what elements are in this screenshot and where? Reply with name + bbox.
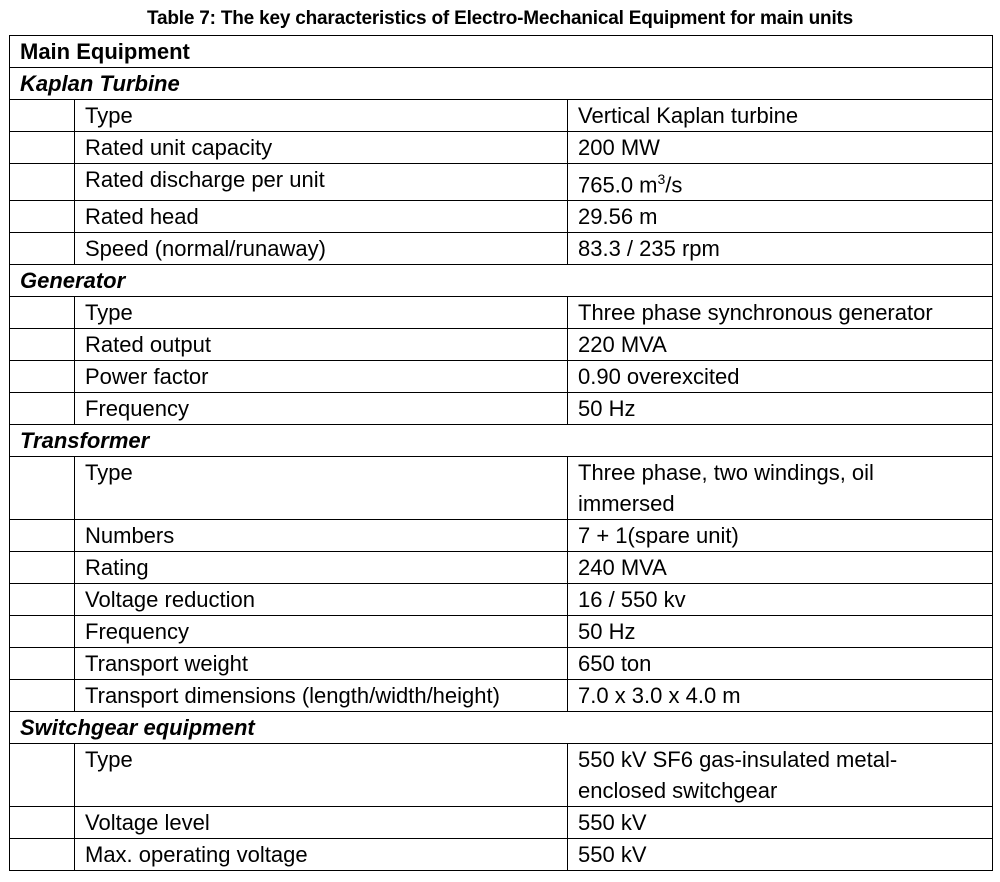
value-cell: 0.90 overexcited — [568, 361, 993, 393]
table-row — [10, 680, 993, 712]
value-cell — [568, 457, 993, 520]
value-cell: 550 kV — [568, 807, 993, 839]
indent-cell — [10, 329, 75, 361]
indent-cell — [10, 361, 75, 393]
value-main: 765.0 m — [578, 172, 658, 198]
value-cell: 83.3 / 235 rpm — [568, 233, 993, 265]
indent-cell — [10, 616, 75, 648]
table-caption: Table 7: The key characteristics of Electro-Mechanical Equipment for main units — [146, 8, 854, 29]
value-cell: 50 Hz — [568, 393, 993, 425]
indent-cell — [10, 457, 75, 520]
section-switchgear-equipment: Switchgear equipment — [10, 712, 993, 744]
indent-cell — [10, 233, 75, 265]
table-row — [10, 648, 993, 680]
param-cell: Frequency — [75, 393, 568, 425]
equipment-table — [9, 35, 993, 871]
table-row — [10, 520, 993, 552]
indent-cell — [10, 201, 75, 233]
main-equipment-header: Main Equipment — [10, 36, 993, 68]
param-cell: Rating — [75, 552, 568, 584]
indent-cell — [10, 744, 75, 807]
value-cell: Three phase synchronous generator — [568, 297, 993, 329]
indent-cell — [10, 520, 75, 552]
param-cell: Voltage level — [75, 807, 568, 839]
section-row — [10, 265, 993, 297]
section-kaplan-turbine: Kaplan Turbine — [10, 68, 993, 100]
param-cell: Type — [75, 297, 568, 329]
param-cell: Rated output — [75, 329, 568, 361]
table-row — [10, 361, 993, 393]
indent-cell — [10, 552, 75, 584]
param-cell: Numbers — [75, 520, 568, 552]
section-transformer: Transformer — [10, 425, 993, 457]
value-line-2: immersed — [578, 491, 675, 517]
value-cell: 240 MVA — [568, 552, 993, 584]
table-row — [10, 552, 993, 584]
table-row — [10, 457, 993, 520]
value-cell — [568, 744, 993, 807]
table-row — [10, 393, 993, 425]
value-cell: 550 kV — [568, 839, 993, 871]
param-cell: Speed (normal/runaway) — [75, 233, 568, 265]
value-cell: Vertical Kaplan turbine — [568, 100, 993, 132]
table-row — [10, 132, 993, 164]
indent-cell — [10, 164, 75, 201]
table-row — [10, 744, 993, 807]
section-generator: Generator — [10, 265, 993, 297]
value-line-1: 550 kV SF6 gas-insulated metal- — [578, 747, 898, 773]
value-cell — [568, 164, 993, 201]
table-row — [10, 297, 993, 329]
table-row — [10, 100, 993, 132]
value-cell: 650 ton — [568, 648, 993, 680]
table-row — [10, 616, 993, 648]
indent-cell — [10, 648, 75, 680]
param-cell: Voltage reduction — [75, 584, 568, 616]
value-cell: 200 MW — [568, 132, 993, 164]
param-cell: Power factor — [75, 361, 568, 393]
param-cell: Max. operating voltage — [75, 839, 568, 871]
param-cell: Type — [75, 457, 568, 520]
param-cell: Transport dimensions (length/width/height) — [75, 680, 568, 712]
value-cell: 29.56 m — [568, 201, 993, 233]
value-cell: 220 MVA — [568, 329, 993, 361]
main-header-row — [10, 36, 993, 68]
table-row — [10, 584, 993, 616]
table-row — [10, 164, 993, 201]
value-tail: /s — [665, 172, 683, 198]
indent-cell — [10, 100, 75, 132]
table-row — [10, 201, 993, 233]
section-row — [10, 425, 993, 457]
param-cell: Rated unit capacity — [75, 132, 568, 164]
indent-cell — [10, 297, 75, 329]
table-row — [10, 807, 993, 839]
value-cell: 7 + 1(spare unit) — [568, 520, 993, 552]
indent-cell — [10, 393, 75, 425]
param-cell: Type — [75, 744, 568, 807]
table-row — [10, 233, 993, 265]
param-cell: Type — [75, 100, 568, 132]
section-row — [10, 68, 993, 100]
indent-cell — [10, 839, 75, 871]
value-cell: 50 Hz — [568, 616, 993, 648]
indent-cell — [10, 584, 75, 616]
value-superscript: 3 — [657, 171, 666, 187]
table-row — [10, 329, 993, 361]
indent-cell — [10, 132, 75, 164]
param-cell: Transport weight — [75, 648, 568, 680]
value-line-2: enclosed switchgear — [578, 778, 778, 804]
param-cell: Frequency — [75, 616, 568, 648]
value-cell: 7.0 x 3.0 x 4.0 m — [568, 680, 993, 712]
value-cell: 16 / 550 kv — [568, 584, 993, 616]
indent-cell — [10, 807, 75, 839]
param-cell: Rated head — [75, 201, 568, 233]
indent-cell — [10, 680, 75, 712]
value-line-1: Three phase, two windings, oil — [578, 460, 874, 486]
table-row — [10, 839, 993, 871]
section-row — [10, 712, 993, 744]
param-cell: Rated discharge per unit — [75, 164, 568, 201]
